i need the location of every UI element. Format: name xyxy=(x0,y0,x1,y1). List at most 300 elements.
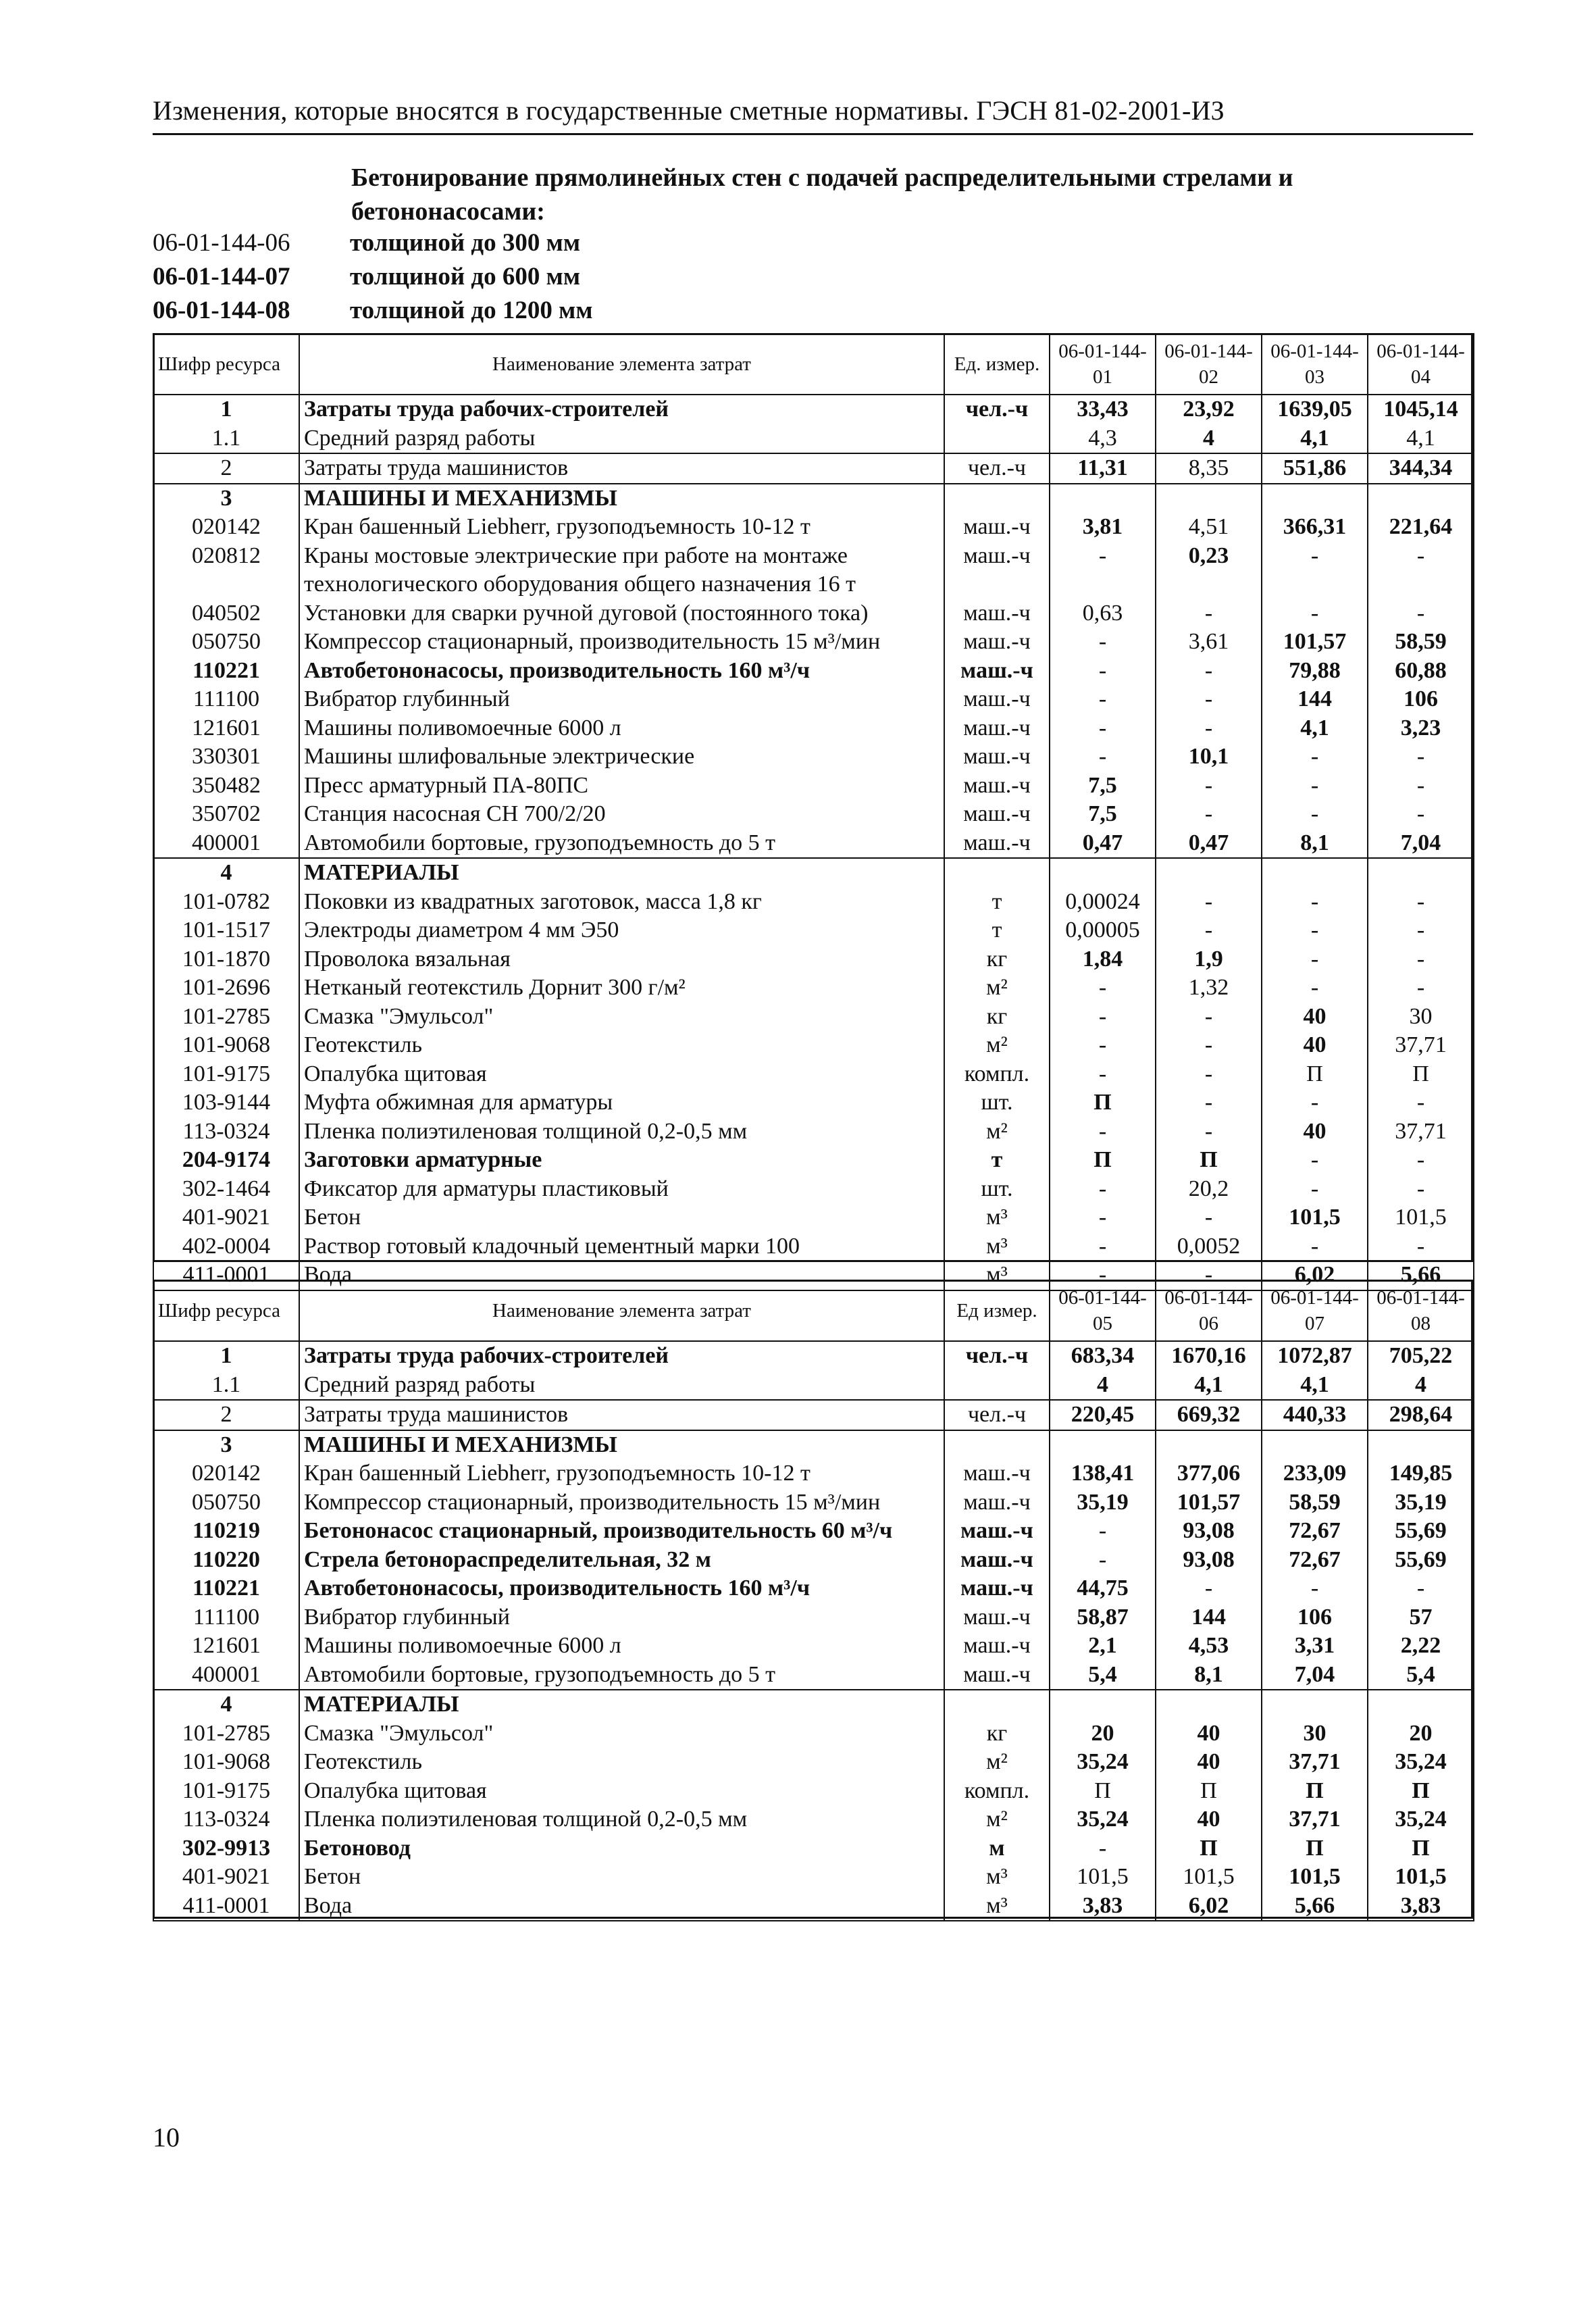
norm-value: 40 xyxy=(1156,1719,1262,1749)
norm-value: 58,59 xyxy=(1262,1488,1368,1517)
norm-value: 4,1 xyxy=(1262,424,1368,454)
norm-value: 72,67 xyxy=(1262,1517,1368,1546)
resource-unit: кг xyxy=(944,1719,1050,1749)
column-header: 06-01-144-03 xyxy=(1262,334,1368,395)
resource-code: 1.1 xyxy=(153,1371,299,1401)
norm-value: 101,5 xyxy=(1262,1203,1368,1232)
table-row xyxy=(153,628,1474,657)
norm-value: 35,19 xyxy=(1050,1488,1156,1517)
norm-value: - xyxy=(1368,888,1474,917)
resource-unit: м² xyxy=(944,1031,1050,1060)
section-title: Бетонирование прямолинейных стен с подачей распределительными стрелами и бетононасосами: xyxy=(351,164,1293,226)
norm-value: 8,35 xyxy=(1156,453,1262,484)
resource-code: 020142 xyxy=(153,513,299,542)
table-row xyxy=(153,1203,1474,1232)
norm-value: - xyxy=(1156,1574,1262,1603)
norm-value: - xyxy=(1262,800,1368,829)
resource-name: МАШИНЫ И МЕХАНИЗМЫ xyxy=(299,1430,944,1460)
resource-name: Краны мостовые электрические при работе на монтаже xyxy=(299,542,944,571)
norm-codes-list xyxy=(153,226,593,328)
norm-value: 101,5 xyxy=(1368,1203,1474,1232)
resource-unit: м² xyxy=(944,1805,1050,1834)
norm-value: 58,87 xyxy=(1050,1603,1156,1632)
norm-value: 37,71 xyxy=(1368,1031,1474,1060)
norm-value: - xyxy=(1262,599,1368,628)
table-row xyxy=(153,743,1474,772)
header-rule xyxy=(153,133,1473,135)
norm-value: 44,75 xyxy=(1050,1574,1156,1603)
resource-code: 4 xyxy=(153,1690,299,1719)
norm-value: 10,1 xyxy=(1156,743,1262,772)
norm-value: - xyxy=(1050,1031,1156,1060)
norm-value: - xyxy=(1050,714,1156,743)
resource-code: 050750 xyxy=(153,628,299,657)
norm-value: 11,31 xyxy=(1050,453,1156,484)
norm-value: 144 xyxy=(1156,1603,1262,1632)
table-row xyxy=(153,1488,1474,1517)
resource-unit: компл. xyxy=(944,1777,1050,1806)
norm-value: - xyxy=(1262,1574,1368,1603)
resource-unit: маш.-ч xyxy=(944,1459,1050,1488)
resource-unit: маш.-ч xyxy=(944,772,1050,801)
norm-value: 4 xyxy=(1156,424,1262,454)
norm-value: 4,1 xyxy=(1156,1371,1262,1401)
norm-value: 5,66 xyxy=(1368,1261,1474,1290)
norm-value: 551,86 xyxy=(1262,453,1368,484)
table-row xyxy=(153,1719,1474,1749)
norm-value: - xyxy=(1262,945,1368,974)
resource-unit: м xyxy=(944,1834,1050,1863)
resource-name: Проволока вязальная xyxy=(299,945,944,974)
resource-name: Станция насосная СН 700/2/20 xyxy=(299,800,944,829)
table-row xyxy=(153,1430,1474,1460)
norm-value xyxy=(1156,1430,1262,1460)
norm-value: 2,1 xyxy=(1050,1632,1156,1661)
norm-value xyxy=(1262,484,1368,513)
resource-unit: м² xyxy=(944,1748,1050,1777)
norm-value xyxy=(1050,484,1156,513)
norm-value: 6,02 xyxy=(1262,1261,1368,1290)
norm-value: - xyxy=(1050,974,1156,1003)
norm-value: 101,5 xyxy=(1262,1863,1368,1892)
resource-name: Машины шлифовальные электрические xyxy=(299,743,944,772)
norm-value: 20 xyxy=(1368,1719,1474,1749)
resource-name: Автобетононасосы, производительность 160 м³/ч xyxy=(299,657,944,686)
norm-value: - xyxy=(1156,1003,1262,1032)
table-row xyxy=(153,395,1474,424)
norm-value: П xyxy=(1156,1146,1262,1175)
table-row xyxy=(153,1546,1474,1575)
norm-value: 0,00024 xyxy=(1050,888,1156,917)
norm-value: 57 xyxy=(1368,1603,1474,1632)
resource-code: 040502 xyxy=(153,599,299,628)
norm-code-item xyxy=(153,226,593,260)
norm-value: 144 xyxy=(1262,685,1368,714)
resource-code: 103-9144 xyxy=(153,1088,299,1117)
norm-value: 1,32 xyxy=(1156,974,1262,1003)
norm-value: 0,47 xyxy=(1156,829,1262,859)
page-number: 10 xyxy=(153,2122,180,2153)
resource-unit xyxy=(944,1690,1050,1719)
norm-value: 4,51 xyxy=(1156,513,1262,542)
norm-value: 35,24 xyxy=(1050,1805,1156,1834)
resource-name: Автомобили бортовые, грузоподъемность до 5 т xyxy=(299,829,944,859)
table-row xyxy=(153,1777,1474,1806)
norm-value: 5,66 xyxy=(1262,1892,1368,1921)
resource-name: Пресс арматурный ПА-80ПС xyxy=(299,772,944,801)
norm-value: 1670,16 xyxy=(1156,1341,1262,1371)
norm-value: 72,67 xyxy=(1262,1546,1368,1575)
column-header: Наименование элемента затрат xyxy=(299,334,944,395)
resource-unit xyxy=(944,858,1050,888)
norm-value: - xyxy=(1368,1232,1474,1261)
norm-value: 3,83 xyxy=(1050,1892,1156,1921)
column-header: 06-01-144-04 xyxy=(1368,334,1474,395)
norm-value: 20,2 xyxy=(1156,1175,1262,1204)
table-row xyxy=(153,1031,1474,1060)
norm-value: - xyxy=(1050,1203,1156,1232)
norm-value xyxy=(1368,484,1474,513)
table-row xyxy=(153,453,1474,484)
norm-value: 40 xyxy=(1156,1805,1262,1834)
resource-name: Средний разряд работы xyxy=(299,424,944,454)
table-row xyxy=(153,1863,1474,1892)
resource-code: 121601 xyxy=(153,1632,299,1661)
resource-code: 101-2785 xyxy=(153,1719,299,1749)
norm-code: 06-01-144-08 xyxy=(153,297,290,324)
resource-unit: маш.-ч xyxy=(944,1603,1050,1632)
norm-value: - xyxy=(1368,542,1474,571)
norm-value xyxy=(1156,484,1262,513)
table-row xyxy=(153,1088,1474,1117)
norm-value: 7,5 xyxy=(1050,772,1156,801)
norm-value: 58,59 xyxy=(1368,628,1474,657)
resource-name: Заготовки арматурные xyxy=(299,1146,944,1175)
norm-value: П xyxy=(1368,1060,1474,1089)
norm-value: - xyxy=(1156,1261,1262,1290)
norm-value: 60,88 xyxy=(1368,657,1474,686)
norm-value: П xyxy=(1368,1777,1474,1806)
norm-value xyxy=(1262,570,1368,599)
norm-value: 0,0052 xyxy=(1156,1232,1262,1261)
resource-name: Вода xyxy=(299,1892,944,1921)
resource-unit: маш.-ч xyxy=(944,1546,1050,1575)
norm-value: - xyxy=(1262,1088,1368,1117)
table-row xyxy=(153,1690,1474,1719)
norm-value: 4,1 xyxy=(1262,714,1368,743)
resource-name: Вибратор глубинный xyxy=(299,685,944,714)
resource-code: 121601 xyxy=(153,714,299,743)
norm-value xyxy=(1156,1690,1262,1719)
norm-value: 1639,05 xyxy=(1262,395,1368,424)
resource-name: Бетононасос стационарный, производительность 60 м³/ч xyxy=(299,1517,944,1546)
table-header-row xyxy=(153,334,1474,395)
resource-code: 2 xyxy=(153,1400,299,1430)
resource-name: Компрессор стационарный, производительность 15 м³/мин xyxy=(299,1488,944,1517)
table-row xyxy=(153,1175,1474,1204)
resource-name: МАТЕРИАЛЫ xyxy=(299,1690,944,1719)
page-header: Изменения, которые вносятся в государственные сметные нормативы. ГЭСН 81-02-2001-ИЗ xyxy=(153,95,1225,126)
norm-code-item xyxy=(153,294,593,328)
resource-code: 400001 xyxy=(153,829,299,859)
resource-unit: чел.-ч xyxy=(944,1400,1050,1430)
norm-value: 1072,87 xyxy=(1262,1341,1368,1371)
resource-code: 302-9913 xyxy=(153,1834,299,1863)
norm-value: - xyxy=(1262,974,1368,1003)
table-row xyxy=(153,542,1474,571)
table-header-row xyxy=(153,1280,1474,1341)
resource-code: 1 xyxy=(153,1341,299,1371)
norm-value: - xyxy=(1050,1003,1156,1032)
norm-value: - xyxy=(1262,888,1368,917)
norm-value: 35,24 xyxy=(1050,1748,1156,1777)
norm-value: 101,5 xyxy=(1050,1863,1156,1892)
norm-value: 0,63 xyxy=(1050,599,1156,628)
norm-code: 06-01-144-07 xyxy=(153,263,290,291)
resource-name: Вода xyxy=(299,1261,944,1290)
resource-name: МАТЕРИАЛЫ xyxy=(299,858,944,888)
resource-code: 050750 xyxy=(153,1488,299,1517)
resource-unit: чел.-ч xyxy=(944,395,1050,424)
norm-value: 5,4 xyxy=(1368,1661,1474,1690)
norm-value: 79,88 xyxy=(1262,657,1368,686)
resource-code: 350482 xyxy=(153,772,299,801)
resource-name: Фиксатор для арматуры пластиковый xyxy=(299,1175,944,1204)
resource-code: 111100 xyxy=(153,1603,299,1632)
table-row xyxy=(153,484,1474,513)
table-row xyxy=(153,800,1474,829)
resource-unit xyxy=(944,1430,1050,1460)
norm-value xyxy=(1262,858,1368,888)
table-row xyxy=(153,888,1474,917)
resource-unit: маш.-ч xyxy=(944,599,1050,628)
norm-value: 23,92 xyxy=(1156,395,1262,424)
resource-code: 101-9068 xyxy=(153,1748,299,1777)
norm-value: 149,85 xyxy=(1368,1459,1474,1488)
norm-value: 138,41 xyxy=(1050,1459,1156,1488)
resource-code: 330301 xyxy=(153,743,299,772)
resource-unit: маш.-ч xyxy=(944,685,1050,714)
norm-value: 40 xyxy=(1156,1748,1262,1777)
resource-unit: м³ xyxy=(944,1892,1050,1921)
norm-value: 37,71 xyxy=(1262,1748,1368,1777)
column-header: Наименование элемента затрат xyxy=(299,1280,944,1341)
norm-value: 4,1 xyxy=(1262,1371,1368,1401)
column-header: Ед измер. xyxy=(944,1280,1050,1341)
norm-value: 40 xyxy=(1262,1117,1368,1147)
norm-value: П xyxy=(1368,1834,1474,1863)
table-row xyxy=(153,1232,1474,1261)
resource-code: 111100 xyxy=(153,685,299,714)
norm-value: 4,53 xyxy=(1156,1632,1262,1661)
resource-code: 1 xyxy=(153,395,299,424)
resource-unit: шт. xyxy=(944,1175,1050,1204)
norm-value: 3,83 xyxy=(1368,1892,1474,1921)
norm-value: 6,02 xyxy=(1156,1892,1262,1921)
resource-table-1 xyxy=(153,333,1474,1291)
norm-code-item xyxy=(153,260,593,294)
norm-value: 7,04 xyxy=(1262,1661,1368,1690)
resource-name: технологического оборудования общего назначения 16 т xyxy=(299,570,944,599)
resource-unit: маш.-ч xyxy=(944,1574,1050,1603)
norm-value: 101,57 xyxy=(1262,628,1368,657)
resource-code: 020142 xyxy=(153,1459,299,1488)
resource-name: Раствор готовый кладочный цементный марки 100 xyxy=(299,1232,944,1261)
norm-value: - xyxy=(1050,1175,1156,1204)
norm-value: 3,31 xyxy=(1262,1632,1368,1661)
norm-value: 1,84 xyxy=(1050,945,1156,974)
table-row xyxy=(153,858,1474,888)
resource-code: 101-0782 xyxy=(153,888,299,917)
norm-value xyxy=(1368,1690,1474,1719)
norm-value: П xyxy=(1050,1088,1156,1117)
resource-name: Пленка полиэтиленовая толщиной 0,2-0,5 мм xyxy=(299,1805,944,1834)
resource-name: Пленка полиэтиленовая толщиной 0,2-0,5 мм xyxy=(299,1117,944,1147)
norm-value: 298,64 xyxy=(1368,1400,1474,1430)
table-row xyxy=(153,424,1474,454)
norm-value: 101,57 xyxy=(1156,1488,1262,1517)
table-row xyxy=(153,945,1474,974)
resource-name: Кран башенный Liebherr, грузоподъемность 10-12 т xyxy=(299,1459,944,1488)
table-row xyxy=(153,1661,1474,1690)
column-header: Шифр ресурса xyxy=(153,334,299,395)
norm-value: 344,34 xyxy=(1368,453,1474,484)
norm-value: 93,08 xyxy=(1156,1546,1262,1575)
norm-value: 1,9 xyxy=(1156,945,1262,974)
resource-name: Бетон xyxy=(299,1863,944,1892)
norm-value xyxy=(1368,570,1474,599)
norm-value: - xyxy=(1050,542,1156,571)
norm-value: - xyxy=(1050,1834,1156,1863)
resource-code: 3 xyxy=(153,484,299,513)
column-header: 06-01-144-06 xyxy=(1156,1280,1262,1341)
table-row xyxy=(153,685,1474,714)
norm-value: 33,43 xyxy=(1050,395,1156,424)
norm-value: - xyxy=(1050,1117,1156,1147)
norm-value: 20 xyxy=(1050,1719,1156,1749)
column-header: Шифр ресурса xyxy=(153,1280,299,1341)
norm-value: - xyxy=(1156,800,1262,829)
norm-value xyxy=(1368,1430,1474,1460)
resource-name: Геотекстиль xyxy=(299,1748,944,1777)
norm-value: - xyxy=(1368,800,1474,829)
norm-value: 8,1 xyxy=(1156,1661,1262,1690)
column-header: 06-01-144-07 xyxy=(1262,1280,1368,1341)
resource-code: 350702 xyxy=(153,800,299,829)
norm-value: П xyxy=(1156,1777,1262,1806)
norm-value: 0,47 xyxy=(1050,829,1156,859)
resource-name: Опалубка щитовая xyxy=(299,1777,944,1806)
resource-code: 110221 xyxy=(153,1574,299,1603)
norm-value: - xyxy=(1156,599,1262,628)
resource-name: Автомобили бортовые, грузоподъемность до 5 т xyxy=(299,1661,944,1690)
resource-code: 402-0004 xyxy=(153,1232,299,1261)
norm-value: - xyxy=(1368,916,1474,945)
norm-value: 0,00005 xyxy=(1050,916,1156,945)
resource-code: 020812 xyxy=(153,542,299,571)
resource-code: 101-1517 xyxy=(153,916,299,945)
resource-code: 401-9021 xyxy=(153,1203,299,1232)
norm-value: - xyxy=(1156,1060,1262,1089)
norm-value: - xyxy=(1050,685,1156,714)
norm-value: 55,69 xyxy=(1368,1546,1474,1575)
resource-unit: маш.-ч xyxy=(944,1517,1050,1546)
norm-value: - xyxy=(1050,1546,1156,1575)
resource-name: Машины поливомоечные 6000 л xyxy=(299,1632,944,1661)
resource-unit: шт. xyxy=(944,1088,1050,1117)
norm-value: 40 xyxy=(1262,1031,1368,1060)
norm-value: - xyxy=(1156,685,1262,714)
resource-name: Установки для сварки ручной дуговой (постоянного тока) xyxy=(299,599,944,628)
table-row xyxy=(153,1805,1474,1834)
norm-value: - xyxy=(1156,1031,1262,1060)
column-header: Ед. измер. xyxy=(944,334,1050,395)
norm-value: 30 xyxy=(1368,1003,1474,1032)
resource-unit: м³ xyxy=(944,1203,1050,1232)
norm-value xyxy=(1368,858,1474,888)
norm-value: 37,71 xyxy=(1262,1805,1368,1834)
table-row xyxy=(153,599,1474,628)
norm-value: - xyxy=(1156,772,1262,801)
norm-value: - xyxy=(1156,657,1262,686)
resource-name: Нетканый геотекстиль Дорнит 300 г/м² xyxy=(299,974,944,1003)
norm-value: - xyxy=(1156,888,1262,917)
resource-code: 101-2696 xyxy=(153,974,299,1003)
norm-value: 705,22 xyxy=(1368,1341,1474,1371)
resource-unit xyxy=(944,484,1050,513)
norm-value: П xyxy=(1262,1060,1368,1089)
resource-code: 113-0324 xyxy=(153,1805,299,1834)
resource-unit: м² xyxy=(944,1117,1050,1147)
norm-value: - xyxy=(1368,599,1474,628)
resource-code: 204-9174 xyxy=(153,1146,299,1175)
resource-name: Смазка "Эмульсол" xyxy=(299,1003,944,1032)
resource-unit: м³ xyxy=(944,1863,1050,1892)
resource-unit: т xyxy=(944,1146,1050,1175)
norm-value: 2,22 xyxy=(1368,1632,1474,1661)
norm-value: 35,24 xyxy=(1368,1748,1474,1777)
resource-unit: т xyxy=(944,916,1050,945)
table-row xyxy=(153,974,1474,1003)
resource-unit: маш.-ч xyxy=(944,829,1050,859)
resource-name: Смазка "Эмульсол" xyxy=(299,1719,944,1749)
norm-value: - xyxy=(1050,657,1156,686)
norm-value: 93,08 xyxy=(1156,1517,1262,1546)
norm-value: 35,19 xyxy=(1368,1488,1474,1517)
resource-unit: маш.-ч xyxy=(944,1632,1050,1661)
resource-code: 401-9021 xyxy=(153,1863,299,1892)
norm-value: 7,04 xyxy=(1368,829,1474,859)
norm-value: 1045,14 xyxy=(1368,395,1474,424)
resource-name: Опалубка щитовая xyxy=(299,1060,944,1089)
resource-code: 1.1 xyxy=(153,424,299,454)
norm-value xyxy=(1156,570,1262,599)
resource-unit: м² xyxy=(944,974,1050,1003)
resource-unit: т xyxy=(944,888,1050,917)
norm-code: 06-01-144-06 xyxy=(153,229,290,257)
norm-value xyxy=(1050,570,1156,599)
resource-name: Бетоновод xyxy=(299,1834,944,1863)
resource-unit: маш.-ч xyxy=(944,542,1050,571)
norm-value: - xyxy=(1050,1232,1156,1261)
resource-code: 4 xyxy=(153,858,299,888)
resource-code: 400001 xyxy=(153,1661,299,1690)
resource-name: Компрессор стационарный, производительность 15 м³/мин xyxy=(299,628,944,657)
resource-unit: кг xyxy=(944,945,1050,974)
norm-value: 221,64 xyxy=(1368,513,1474,542)
norm-value: - xyxy=(1156,714,1262,743)
resource-name: Кран башенный Liebherr, грузоподъемность 10-12 т xyxy=(299,513,944,542)
